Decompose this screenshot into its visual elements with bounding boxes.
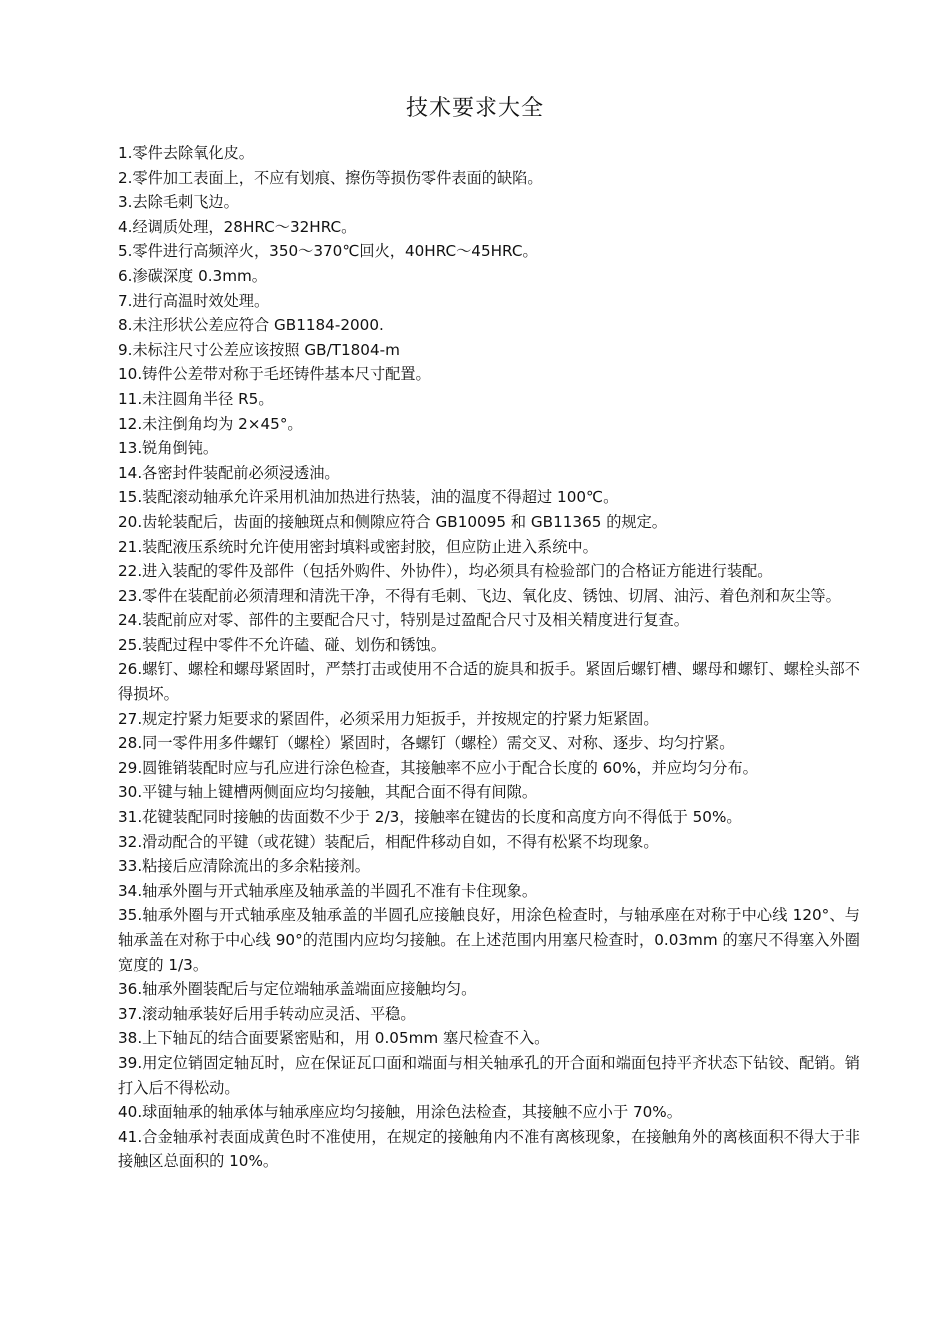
requirement-item: 32.滑动配合的平键（或花键）装配后，相配件移动自如，不得有松紧不均现象。: [118, 832, 659, 851]
requirement-item: 38.上下轴瓦的结合面要紧密贴和，用 0.05mm 塞尺检查不入。: [118, 1029, 550, 1048]
requirement-item: 9.未标注尺寸公差应该按照 GB/T1804-m: [118, 340, 400, 359]
requirement-item: 6.渗碳深度 0.3mm。: [118, 266, 267, 285]
requirement-item: 7.进行高温时效处理。: [118, 291, 270, 310]
requirement-item: 22.进入装配的零件及部件（包括外购件、外协件），均必须具有检验部门的合格证方能进行装配。: [118, 562, 773, 581]
document-title: 技术要求大全: [405, 96, 544, 121]
requirement-item: 24.装配前应对零、部件的主要配合尺寸，特别是过盈配合尺寸及相关精度进行复查。: [118, 611, 689, 630]
requirement-item: 30.平键与轴上键槽两侧面应均匀接触，其配合面不得有间隙。: [118, 783, 538, 802]
requirement-item: 12.未注倒角均为 2×45°。: [118, 414, 303, 433]
requirement-item: 26.螺钉、螺栓和螺母紧固时，严禁打击或使用不合适的旋具和扳手。紧固后螺钉槽、螺母和螺钉、螺栓头部不得损坏。: [118, 660, 860, 704]
requirement-item: 37.滚动轴承装好后用手转动应灵活、平稳。: [118, 1004, 416, 1023]
requirement-item: 13.锐角倒钝。: [118, 439, 219, 458]
requirement-item: 35.轴承外圈与开式轴承座及轴承盖的半圆孔应接触良好，用涂色检查时，与轴承座在对称于中心线 120°、与轴承盖在对称于中心线 90°的范围内应均匀接触。在上述范围内用塞尺检查时，0.03mm 的塞尺不得塞入外圈宽度的 1/3。: [118, 906, 860, 974]
requirement-item: 39.用定位销固定轴瓦时，应在保证瓦口面和端面与相关轴承孔的开合面和端面包持平齐状态下钻铰、配销。销打入后不得松动。: [118, 1053, 860, 1097]
requirement-item: 36.轴承外圈装配后与定位端轴承盖端面应接触均匀。: [118, 980, 477, 999]
requirement-item: 25.装配过程中零件不允许磕、碰、划伤和锈蚀。: [118, 635, 446, 654]
requirement-item: 2.零件加工表面上，不应有划痕、擦伤等损伤零件表面的缺陷。: [118, 168, 543, 187]
requirement-item: 28.同一零件用多件螺钉（螺栓）紧固时，各螺钉（螺栓）需交叉、对称、逐步、均匀拧紧。: [118, 734, 735, 753]
requirements-list: [118, 141, 860, 1174]
requirement-item: 41.合金轴承衬表面成黄色时不准使用，在规定的接触角内不准有离核现象，在接触角外的离核面积不得大于非接触区总面积的 10%。: [118, 1127, 860, 1171]
requirement-item: 4.经调质处理，28HRC～32HRC。: [118, 217, 357, 236]
requirement-item: 1.零件去除氧化皮。: [118, 144, 254, 162]
requirement-item: 3.去除毛刺飞边。: [118, 193, 239, 212]
requirement-item: 33.粘接后应清除流出的多余粘接剂。: [118, 857, 370, 876]
requirement-item: 5.零件进行高频淬火，350～370℃回火，40HRC～45HRC。: [118, 242, 538, 261]
requirement-item: 31.花键装配同时接触的齿面数不少于 2/3，接触率在键齿的长度和高度方向不得低于 50%。: [118, 808, 742, 827]
requirement-item: 15.装配滚动轴承允许采用机油加热进行热装，油的温度不得超过 100℃。: [118, 488, 619, 507]
requirement-item: 20.齿轮装配后，齿面的接触斑点和侧隙应符合 GB10095 和 GB11365 的规定。: [118, 512, 667, 531]
requirement-item: 29.圆锥销装配时应与孔应进行涂色检查，其接触率不应小于配合长度的 60%，并应均匀分布。: [118, 758, 758, 777]
requirement-item: 21.装配液压系统时允许使用密封填料或密封胶，但应防止进入系统中。: [118, 537, 598, 556]
requirement-item: 11.未注圆角半径 R5。: [118, 389, 274, 408]
requirement-item: 23.零件在装配前必须清理和清洗干净，不得有毛刺、飞边、氧化皮、锈蚀、切屑、油污、着色剂和灰尘等。: [118, 586, 841, 605]
requirement-item: 8.未注形状公差应符合 GB1184-2000.: [118, 316, 384, 335]
requirement-item: 10.铸件公差带对称于毛坯铸件基本尺寸配置。: [118, 365, 431, 384]
requirement-item: 40.球面轴承的轴承体与轴承座应均匀接触，用涂色法检查，其接触不应小于 70%。: [118, 1103, 682, 1122]
requirement-item: 14.各密封件装配前必须浸透油。: [118, 463, 340, 482]
requirement-item: 34.轴承外圈与开式轴承座及轴承盖的半圆孔不准有卡住现象。: [118, 881, 538, 900]
requirement-item: 27.规定拧紧力矩要求的紧固件，必须采用力矩扳手，并按规定的拧紧力矩紧固。: [118, 709, 659, 728]
